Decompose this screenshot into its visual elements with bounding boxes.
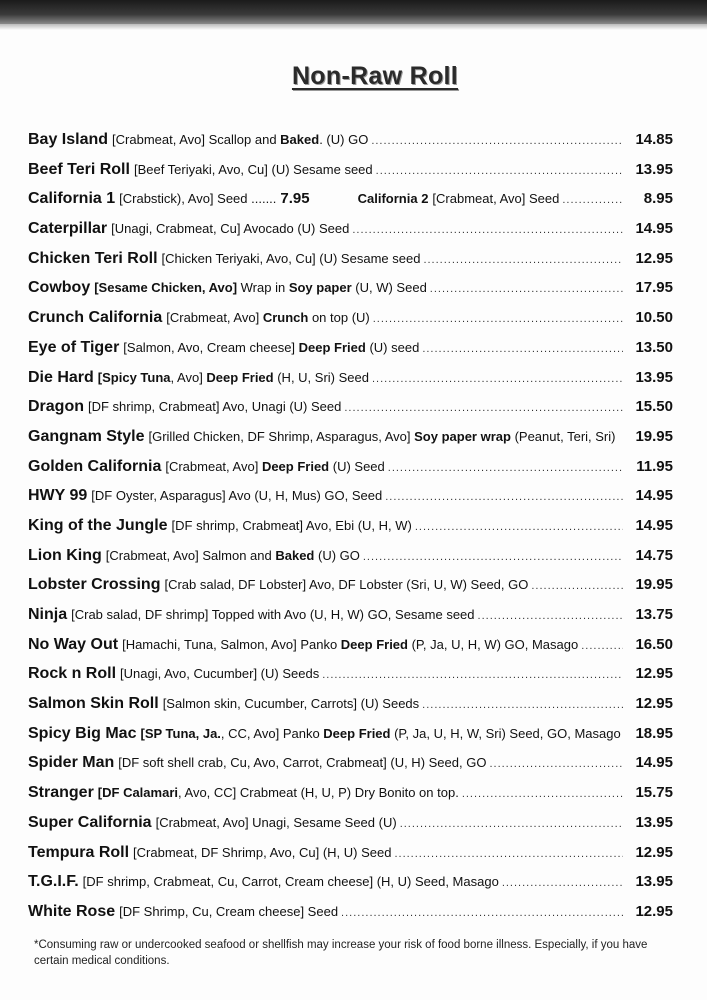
item-description xyxy=(164,577,528,592)
description-segment: [Unagi, Crabmeat, Cu] Avocado (U) Seed xyxy=(111,221,350,237)
menu-item xyxy=(28,754,673,784)
item-description xyxy=(133,845,391,860)
description-segment: Soy paper wrap xyxy=(414,428,511,444)
item-name: Lobster Crossing xyxy=(28,576,161,594)
leader-dots xyxy=(502,877,623,889)
leader-dots xyxy=(562,194,623,206)
item-description xyxy=(112,132,368,147)
description-segment: [Hamachi, Tuna, Salmon, Avo] Panko xyxy=(122,636,341,652)
description-segment: (P, Ja, U, H, W) GO, Masago xyxy=(407,636,579,652)
item-description xyxy=(122,637,578,652)
item-description: [Crabstick), Avo] Seed ....... xyxy=(119,191,277,207)
item-price: 12.95 xyxy=(635,843,673,861)
item-name: Golden California xyxy=(28,457,162,475)
item-price: 18.95 xyxy=(635,724,673,742)
menu-list xyxy=(28,131,673,933)
item-price: 10.50 xyxy=(635,309,673,327)
item-price: 13.50 xyxy=(635,338,673,356)
description-segment: , CC, Avo] Panko xyxy=(220,725,324,741)
item-description xyxy=(134,162,373,177)
description-segment: [DF Oyster, Asparagus] Avo (U, H, Mus) GO, Seed xyxy=(91,488,383,504)
item-description xyxy=(88,399,341,414)
menu-item xyxy=(28,487,673,517)
leader-dots xyxy=(344,402,623,414)
leader-dots xyxy=(531,580,623,592)
item-description xyxy=(120,666,319,681)
description-segment: Deep Fried xyxy=(340,636,408,652)
menu-cover-band xyxy=(0,0,707,24)
menu-item xyxy=(28,725,673,755)
item-name: HWY 99 xyxy=(28,487,88,505)
item-name: Tempura Roll xyxy=(28,843,130,861)
description-segment: , Avo] xyxy=(170,369,207,385)
item-price: 19.95 xyxy=(635,576,673,594)
description-segment: [Salmon skin, Cucumber, Carrots] (U) Seeds xyxy=(162,696,420,712)
leader-dots xyxy=(371,135,623,147)
menu-item xyxy=(28,220,673,250)
item-name: California 2 xyxy=(357,191,429,207)
item-name: Ninja xyxy=(28,606,68,623)
item-price: 14.85 xyxy=(635,131,673,148)
description-segment: [Unagi, Avo, Cucumber] (U) Seeds xyxy=(120,666,320,682)
item-description xyxy=(83,874,499,889)
item-price: 13.95 xyxy=(635,160,673,178)
item-name: Cowboy xyxy=(28,279,91,297)
menu-item xyxy=(28,279,673,309)
description-segment: [Crabmeat, Avo] Unagi, Sesame Seed (U) xyxy=(155,814,397,830)
description-segment: Deep Fried xyxy=(206,369,274,385)
item-price: 12.95 xyxy=(635,902,673,920)
item-price: 13.95 xyxy=(635,813,673,831)
item-name: Dragon xyxy=(28,398,84,416)
description-segment: [Chicken Teriyaki, Avo, Cu] (U) Sesame seed xyxy=(161,250,421,266)
item-price: 17.95 xyxy=(635,279,673,297)
menu-item xyxy=(28,576,673,606)
item-name: Beef Teri Roll xyxy=(28,160,130,178)
item-name: T.G.I.F. xyxy=(28,873,79,891)
item-description xyxy=(148,429,615,444)
item-name: California 1 xyxy=(28,190,116,208)
menu-item xyxy=(28,161,673,191)
description-segment: [DF shrimp, Crabmeat] Avo, Unagi (U) Seed xyxy=(88,399,342,415)
menu-item xyxy=(28,458,673,488)
menu-item xyxy=(28,309,673,339)
menu-item xyxy=(28,665,673,695)
item-description xyxy=(156,815,397,830)
item-description xyxy=(123,340,419,355)
leader-dots xyxy=(376,165,623,177)
leader-dots xyxy=(478,610,623,622)
item-description xyxy=(98,785,459,800)
page-title: Non-Raw Roll xyxy=(291,62,459,90)
item-price: 13.95 xyxy=(635,368,673,386)
leader-dots xyxy=(400,818,623,830)
description-segment: . (U) GO xyxy=(319,132,369,147)
menu-item xyxy=(28,547,673,577)
leader-dots xyxy=(373,313,623,325)
item-description xyxy=(166,310,370,325)
description-segment: Baked xyxy=(280,132,320,147)
menu-item xyxy=(28,784,673,814)
menu-item xyxy=(28,250,673,280)
description-segment: [Sesame Chicken, Avo] xyxy=(94,280,238,296)
description-segment: , Avo, CC] Crabmeat (H, U, P) Dry Bonito on top. xyxy=(178,785,459,801)
leader-dots xyxy=(372,373,623,385)
item-price: 7.95 xyxy=(280,190,310,208)
item-description xyxy=(165,459,384,474)
description-segment: Deep Fried xyxy=(261,458,330,474)
item-price: 14.95 xyxy=(635,220,673,238)
description-segment: (U) Seed xyxy=(329,458,385,474)
description-segment: [SP Tuna, Ja. xyxy=(140,725,221,741)
menu-item xyxy=(28,131,673,161)
description-segment: [Crab salad, DF shrimp] Topped with Avo (U, H, W) GO, Sesame seed xyxy=(71,607,475,622)
description-segment: (P, Ja, U, H, W, Sri) Seed, GO, Masago xyxy=(390,725,621,741)
leader-dots xyxy=(363,551,623,563)
menu-item xyxy=(28,903,673,933)
item-name: White Rose xyxy=(28,902,116,920)
item-description xyxy=(91,488,382,503)
description-segment: [Crabmeat, DF Shrimp, Avo, Cu] (H, U) Seed xyxy=(133,844,392,860)
menu-item xyxy=(28,517,673,547)
leader-dots xyxy=(415,521,623,533)
item-description xyxy=(94,280,427,295)
description-segment: (H, U, Sri) Seed xyxy=(273,369,369,385)
item-name: Super California xyxy=(28,813,152,831)
menu-item xyxy=(28,398,673,428)
description-segment: [DF Shrimp, Cu, Cream cheese] Seed xyxy=(119,903,339,919)
description-segment: [Spicy Tuna xyxy=(97,369,171,385)
item-description xyxy=(140,726,620,741)
item-description xyxy=(162,251,421,266)
item-name: Bay Island xyxy=(28,131,109,148)
item-name: Spider Man xyxy=(28,754,115,772)
item-name: Salmon Skin Roll xyxy=(28,695,159,713)
item-description: [Crabmeat, Avo] Seed xyxy=(432,191,560,207)
description-segment: Deep Fried xyxy=(298,339,366,355)
menu-item xyxy=(28,873,673,903)
item-price: 14.95 xyxy=(635,754,673,772)
leader-dots xyxy=(422,343,623,355)
description-segment: [DF soft shell crab, Cu, Avo, Carrot, Crabmeat] (U, H) Seed, GO xyxy=(118,755,487,771)
description-segment: on top (U) xyxy=(308,310,370,326)
leader-dots xyxy=(422,699,623,711)
item-name: No Way Out xyxy=(28,635,119,653)
leader-dots xyxy=(581,640,623,652)
item-name: Chicken Teri Roll xyxy=(28,249,158,267)
description-segment: [Crabmeat, Avo] xyxy=(165,458,262,474)
description-segment: Wrap in xyxy=(237,280,289,296)
item-price: 15.50 xyxy=(635,398,673,416)
item-name: Eye of Tiger xyxy=(28,338,120,356)
item-name: Rock n Roll xyxy=(28,665,117,683)
item-price: 16.50 xyxy=(635,635,673,653)
leader-dots xyxy=(462,788,623,800)
item-description xyxy=(106,548,360,563)
item-price: 14.95 xyxy=(635,516,673,534)
item-price: 12.95 xyxy=(635,695,673,713)
description-segment: (U) GO xyxy=(314,547,360,563)
item-name: Spicy Big Mac xyxy=(28,724,137,742)
menu-item xyxy=(28,339,673,369)
menu-item xyxy=(28,844,673,874)
item-name: Gangnam Style xyxy=(28,427,145,445)
menu-item xyxy=(28,428,673,458)
description-segment: [Crabmeat, Avo] Scallop and xyxy=(112,132,281,147)
description-segment: Deep Fried xyxy=(323,725,391,741)
item-price: 14.75 xyxy=(635,546,673,564)
footnote: *Consuming raw or undercooked seafood or shellfish may increase your risk of food borne illness. Especially, if you have certain medical conditions. xyxy=(34,939,648,967)
description-segment: [Salmon, Avo, Cream cheese] xyxy=(123,339,299,355)
menu-cover-edge xyxy=(0,24,707,30)
item-description xyxy=(119,904,338,919)
menu-item xyxy=(28,814,673,844)
item-price: 14.95 xyxy=(635,487,673,505)
description-segment: [Grilled Chicken, DF Shrimp, Asparagus, Avo] xyxy=(148,428,415,444)
item-name: Caterpillar xyxy=(28,220,108,238)
item-price: 11.95 xyxy=(636,457,673,475)
menu-item xyxy=(28,695,673,725)
item-price: 19.95 xyxy=(635,427,673,445)
item-price: 12.95 xyxy=(635,249,673,267)
description-segment: [Crabmeat, Avo] xyxy=(166,310,263,326)
menu-item xyxy=(28,636,673,666)
description-segment: (U) seed xyxy=(365,339,420,355)
item-description xyxy=(111,221,349,236)
item-price: 8.95 xyxy=(643,190,673,208)
item-name: King of the Jungle xyxy=(28,516,168,534)
menu-item xyxy=(28,369,673,399)
description-segment: [DF Calamari xyxy=(97,785,178,801)
item-name: Stranger xyxy=(28,784,94,802)
item-description xyxy=(163,696,419,711)
item-description xyxy=(118,755,486,770)
leader-dots xyxy=(388,462,623,474)
item-price: 12.95 xyxy=(635,665,673,683)
item-name: Crunch California xyxy=(28,309,163,327)
item-price: 13.95 xyxy=(635,873,673,891)
item-price: 13.75 xyxy=(635,606,673,623)
item-name: Lion King xyxy=(28,546,102,564)
item-description xyxy=(98,370,369,385)
description-segment: Crunch xyxy=(262,310,309,326)
description-segment: [Crabmeat, Avo] Salmon and xyxy=(105,547,276,563)
item-description xyxy=(71,607,474,622)
leader-dots xyxy=(341,907,623,919)
leader-dots xyxy=(430,283,623,295)
description-segment: [Beef Teriyaki, Avo, Cu] (U) Sesame seed xyxy=(133,161,373,177)
menu-item xyxy=(28,606,673,636)
description-segment: (U, W) Seed xyxy=(351,280,427,296)
leader-dots xyxy=(394,848,623,860)
leader-dots xyxy=(423,254,623,266)
description-segment: [DF shrimp, Crabmeat] Avo, Ebi (U, H, W) xyxy=(171,517,412,533)
description-segment: [DF shrimp, Crabmeat, Cu, Carrot, Cream cheese] (H, U) Seed, Masago xyxy=(82,874,499,890)
description-segment: Baked xyxy=(275,547,315,563)
description-segment: [Crab salad, DF Lobster] Avo, DF Lobster (Sri, U, W) Seed, GO xyxy=(164,577,529,593)
description-segment: Soy paper xyxy=(288,280,352,296)
item-name: Die Hard xyxy=(28,368,94,386)
leader-dots xyxy=(489,758,623,770)
leader-dots xyxy=(322,669,623,681)
menu-item-split-row xyxy=(28,190,673,220)
leader-dots xyxy=(385,491,623,503)
leader-dots xyxy=(352,224,623,236)
item-price: 15.75 xyxy=(635,784,673,802)
item-description xyxy=(172,518,412,533)
description-segment: (Peanut, Teri, Sri) xyxy=(510,428,616,444)
